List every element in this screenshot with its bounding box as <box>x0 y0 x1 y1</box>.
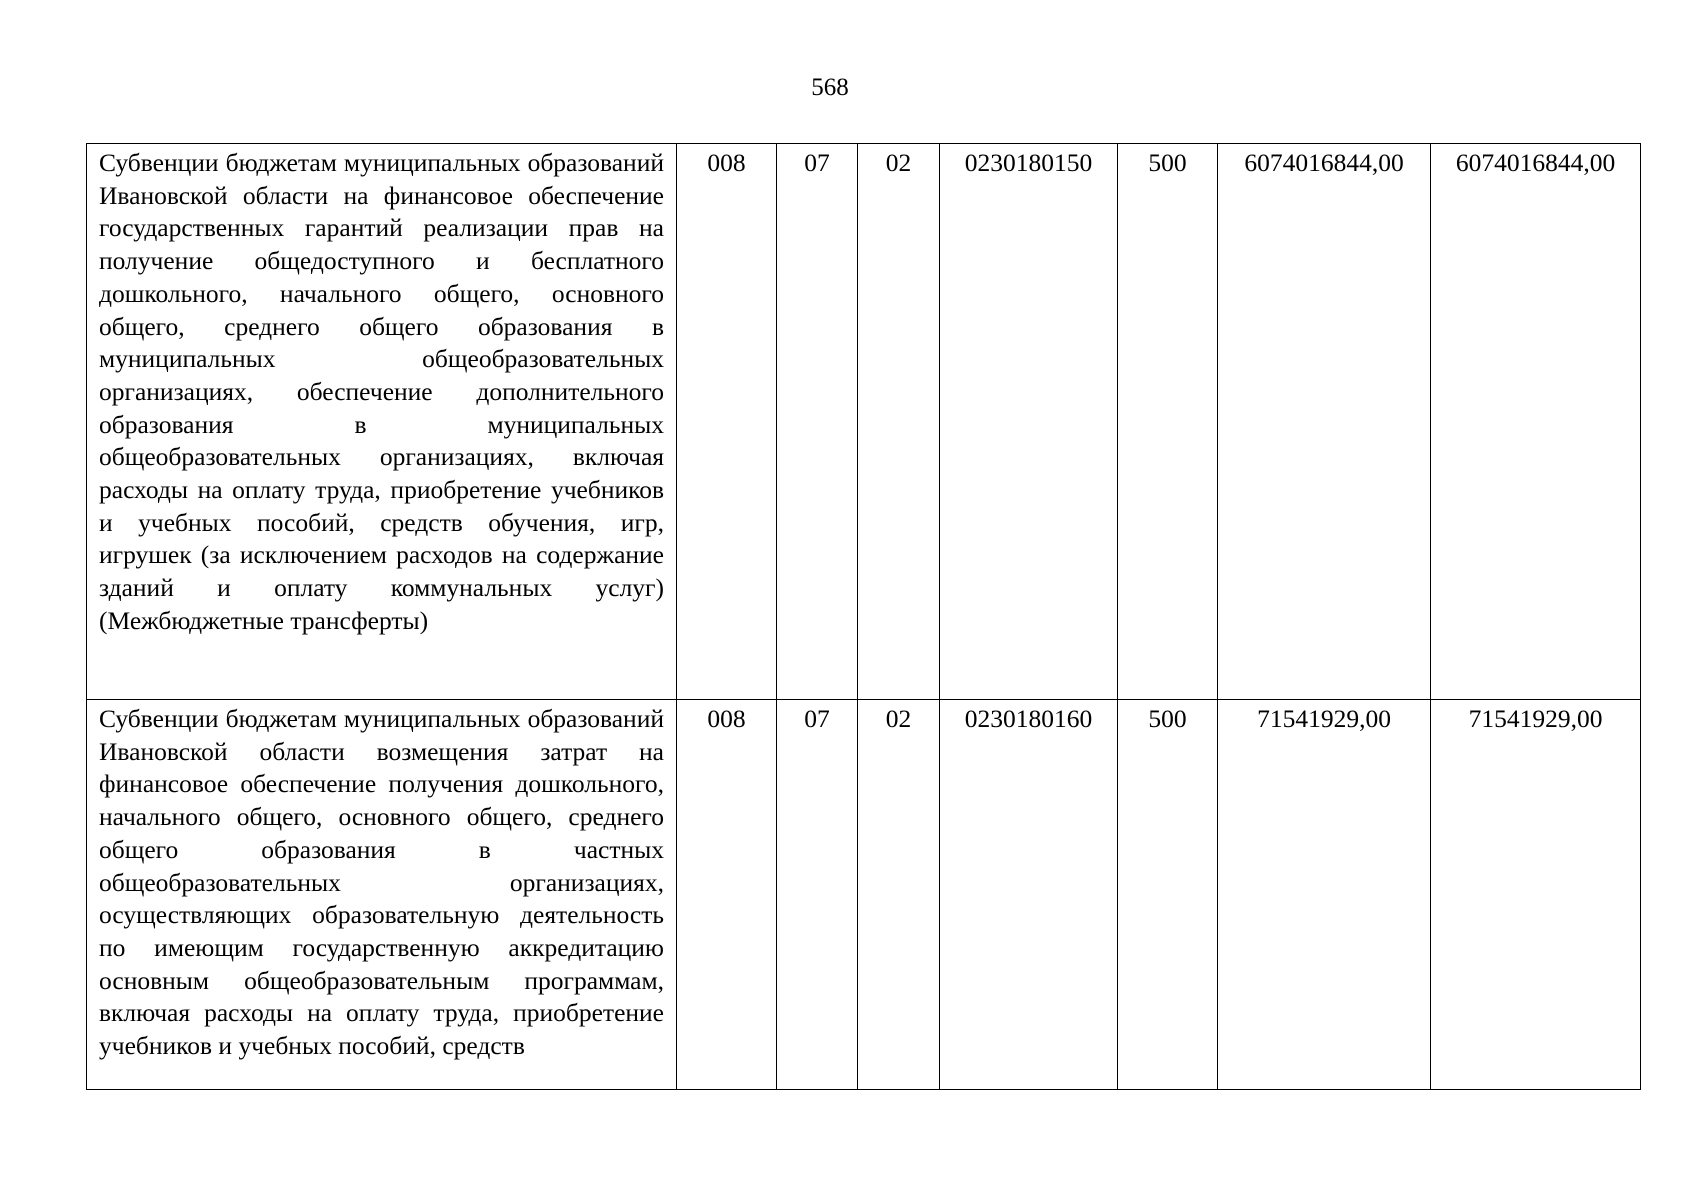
table-row <box>87 144 1641 700</box>
ministry-code: 008 <box>677 700 777 1090</box>
row-description: Субвенции бюджетам муниципальных образований Ивановской области на финансовое обеспечение государственных гарантий реализации прав на получение общедоступного и бесплатного дошкольного, начального общего, основного общего, среднего общего образования в муниципальных общеобразовательных организациях, обеспечение дополнительного образования в муниципальных общеобразовательных организациях, включая расходы на оплату труда, приобретение учебников и учебных пособий, средств обучения, игр, игрушек (за исключением расходов на содержание зданий и оплату коммунальных услуг) (Межбюджетные трансферты) <box>87 144 677 700</box>
amount-2: 71541929,00 <box>1431 700 1641 1090</box>
target-article-code: 0230180150 <box>940 144 1118 700</box>
expense-type-code: 500 <box>1118 700 1218 1090</box>
section-code: 07 <box>777 144 858 700</box>
page-number: 568 <box>811 74 849 101</box>
target-article-code: 0230180160 <box>940 700 1118 1090</box>
row-description: Субвенции бюджетам муниципальных образований Ивановской области возмещения затрат на финансовое обеспечение получения дошкольного, начального общего, основного общего, среднего общего образования в частных общеобразовательных организациях, осуществляющих образовательную деятельность по имеющим государственную аккредитацию основным общеобразовательным программам, включая расходы на оплату труда, приобретение учебников и учебных пособий, средств <box>87 700 677 1090</box>
subsection-code: 02 <box>858 700 940 1090</box>
amount-1: 71541929,00 <box>1218 700 1431 1090</box>
ministry-code: 008 <box>677 144 777 700</box>
amount-1: 6074016844,00 <box>1218 144 1431 700</box>
subsection-code: 02 <box>858 144 940 700</box>
table-row <box>87 700 1641 1090</box>
amount-2: 6074016844,00 <box>1431 144 1641 700</box>
expense-type-code: 500 <box>1118 144 1218 700</box>
budget-table <box>86 143 1641 1090</box>
section-code: 07 <box>777 700 858 1090</box>
